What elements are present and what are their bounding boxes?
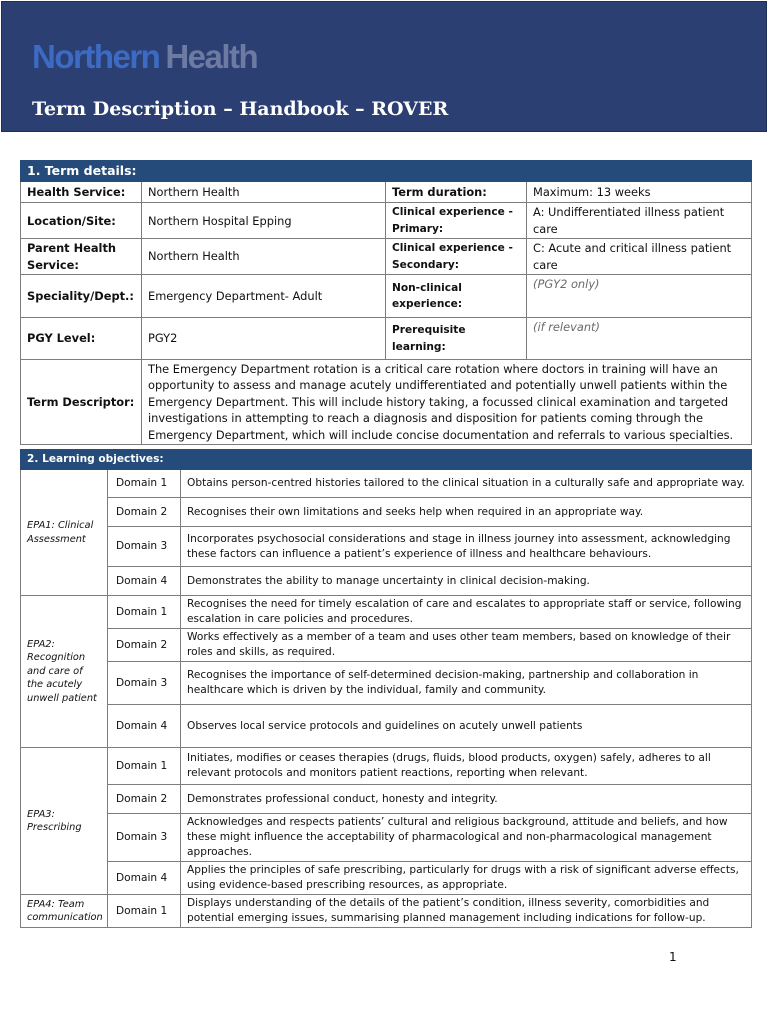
epa1-domain1: Domain 1 [108,470,181,498]
epa2-domain3: Domain 3 [108,662,181,705]
speciality-label: Speciality/Dept.: [21,275,142,318]
epa1-domain3: Domain 3 [108,527,181,567]
epa3-domain3: Domain 3 [108,814,181,862]
epa2-domain4: Domain 4 [108,705,181,748]
epa2-domain3-text: Recognises the importance of self-determined decision-making, partnership and collaboration in healthcare which is driven by the individual, family and community. [181,662,752,705]
logo-part-northern: Northern [32,38,160,75]
epa3-domain4-text: Applies the principles of safe prescribing, particularly for drugs with a risk of significant adverse effects, using evidence-based prescribing resources, as appropriate. [181,862,752,895]
document-title: Term Description – Handbook – ROVER [32,98,449,120]
epa3-domain2: Domain 2 [108,785,181,814]
epa2-domain2: Domain 2 [108,629,181,662]
learning-objectives-table [20,449,752,928]
logo-part-health: Health [165,38,258,75]
term-duration-value: Maximum: 13 weeks [527,182,752,203]
epa3-label: EPA3: Prescribing [21,748,108,895]
term-duration-label: Term duration: [386,182,527,203]
clinical-primary-label: Clinical experience - Primary: [386,203,527,239]
term-descriptor-text: The Emergency Department rotation is a critical care rotation where doctors in training will have an opportunity to assess and manage acutely undifferentiated and potentially unwell patients within the Emergency Department. This will include history taking, a focussed clinical examination and targeted investigations in attempting to reach a diagnosis and disposition for patients coming through the Emergency Department, which will include concise documentation and referrals to various specialties. [142,360,752,445]
epa2-label: EPA2: Recognition and care of the acutely unwell patient [21,596,108,748]
epa1-domain3-text: Incorporates psychosocial considerations and stage in illness journey into assessment, acknowledging these factors can influence a patient’s experience of illness and healthcare behaviours. [181,527,752,567]
prerequisite-label: Prerequisite learning: [386,318,527,360]
term-descriptor-label: Term Descriptor: [21,360,142,445]
epa3-domain2-text: Demonstrates professional conduct, honesty and integrity. [181,785,752,814]
epa3-domain1: Domain 1 [108,748,181,785]
location-value: Northern Hospital Epping [142,203,386,239]
learning-objectives-heading: 2. Learning objectives: [21,450,752,470]
epa4-label: EPA4: Team communication [21,895,108,928]
epa2-domain2-text: Works effectively as a member of a team and uses other team members, based on knowledge of their roles and skills, as required. [181,629,752,662]
prerequisite-value: (if relevant) [527,318,752,360]
epa2-domain4-text: Observes local service protocols and guidelines on acutely unwell patients [181,705,752,748]
epa2-domain1-text: Recognises the need for timely escalation of care and escalates to appropriate staff or service, following escalation in care policies and procedures. [181,596,752,629]
epa3-domain3-text: Acknowledges and respects patients’ cultural and religious background, attitude and beliefs, and how these might influence the acceptability of pharmacological and non-pharmacological management approaches. [181,814,752,862]
epa1-domain1-text: Obtains person-centred histories tailored to the clinical situation in a culturally safe and appropriate way. [181,470,752,498]
epa4-domain1: Domain 1 [108,895,181,928]
northern-health-logo [32,40,257,73]
clinical-secondary-value: C: Acute and critical illness patient care [527,239,752,275]
epa1-domain2-text: Recognises their own limitations and seeks help when required in an appropriate way. [181,498,752,527]
header-banner [1,1,767,132]
epa1-domain4-text: Demonstrates the ability to manage uncertainty in clinical decision-making. [181,567,752,596]
health-service-value: Northern Health [142,182,386,203]
epa4-domain1-text: Displays understanding of the details of the patient’s condition, illness severity, comorbidities and potential emerging issues, summarising planned management including indications for follow-up. [181,895,752,928]
parent-health-service-label: Parent Health Service: [21,239,142,275]
non-clinical-value: (PGY2 only) [527,275,752,318]
epa2-domain1: Domain 1 [108,596,181,629]
epa1-domain2: Domain 2 [108,498,181,527]
clinical-secondary-label: Clinical experience - Secondary: [386,239,527,275]
pgy-level-value: PGY2 [142,318,386,360]
location-label: Location/Site: [21,203,142,239]
non-clinical-label: Non-clinical experience: [386,275,527,318]
pgy-level-label: PGY Level: [21,318,142,360]
epa1-label: EPA1: Clinical Assessment [21,470,108,596]
speciality-value: Emergency Department- Adult [142,275,386,318]
epa1-domain4: Domain 4 [108,567,181,596]
epa3-domain1-text: Initiates, modifies or ceases therapies (drugs, fluids, blood products, oxygen) safely, adheres to all relevant protocols and monitors patient reactions, reporting when relevant. [181,748,752,785]
health-service-label: Health Service: [21,182,142,203]
term-details-table [20,160,752,445]
page-number: 1 [669,950,677,964]
term-details-heading: 1. Term details: [21,161,752,182]
parent-health-service-value: Northern Health [142,239,386,275]
epa3-domain4: Domain 4 [108,862,181,895]
clinical-primary-value: A: Undifferentiated illness patient care [527,203,752,239]
